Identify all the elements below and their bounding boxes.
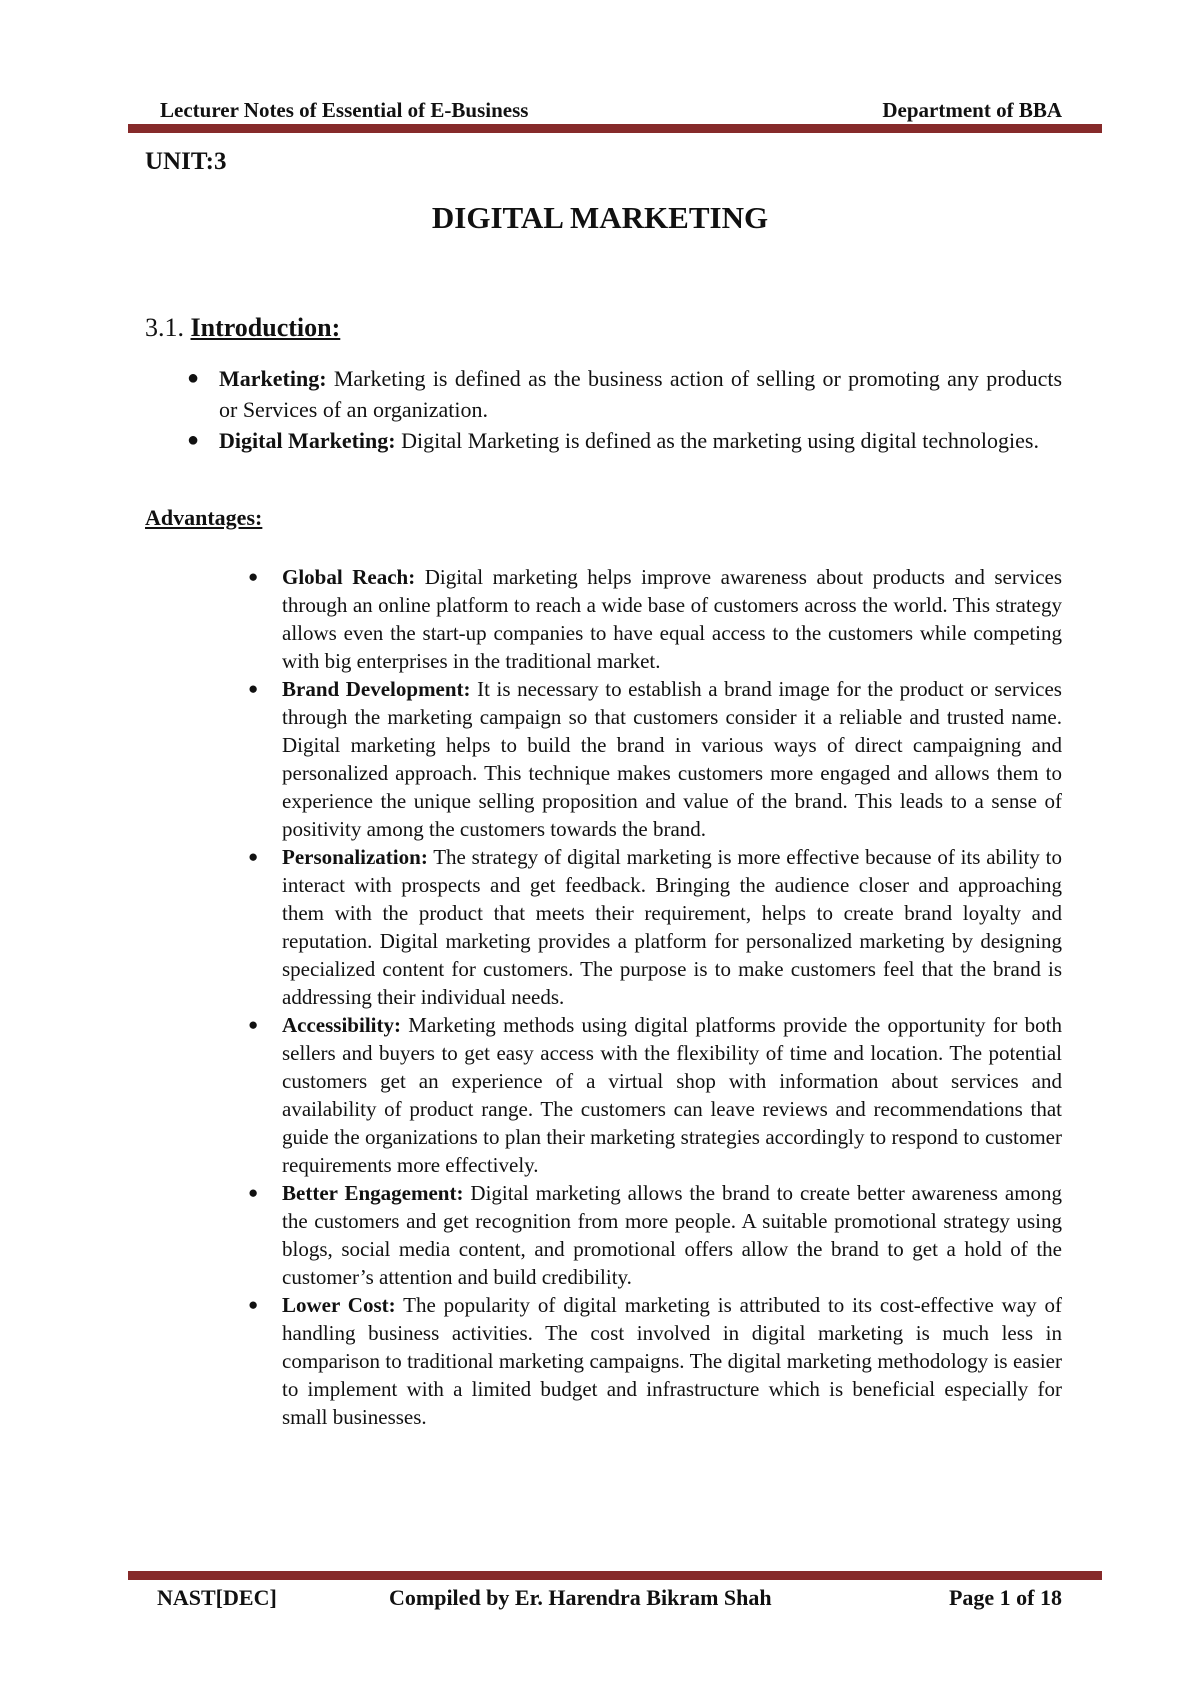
bullet-icon: ● (248, 1015, 259, 1034)
list-item-text: Digital marketing allows the brand to create better awareness among the customers and get recognition from more people. A suitable promotional strategy using blogs, social media content, and promotional offers allow the brand to get a hold of the customer’s attention and build credibility. (282, 1181, 1063, 1289)
list-item-term: Accessibility: (282, 1013, 401, 1037)
page-title: DIGITAL MARKETING (431, 200, 769, 235)
section-heading (145, 313, 340, 343)
bullet-icon: ● (187, 429, 200, 451)
list-item-text: Digital Marketing is defined as the marketing using digital technologies. (401, 428, 1039, 453)
bullet-icon: ● (248, 1183, 259, 1202)
header-course-title: Lecturer Notes of Essential of E-Business (160, 98, 529, 122)
list-item (145, 1291, 1062, 1431)
bullet-icon: ● (187, 367, 200, 389)
list-item-term: Better Engagement: (282, 1181, 464, 1205)
section-title: Introduction: (190, 313, 341, 342)
footer-page-number: Page 1 of 18 (948, 1585, 1062, 1610)
list-item-text: The strategy of digital marketing is more effective because of its ability to interact with prospects and get feedback. Bringing the audience closer and approaching them with the product that meets their requirement, helps to create brand loyalty and reputation. Digital marketing provides a platform for personalized marketing by designing specialized content for customers. The purpose is to make customers feel that the brand is addressing their individual needs. (282, 845, 1062, 1009)
footer-rule (128, 1571, 1102, 1580)
list-item-term: Digital Marketing: (219, 428, 396, 453)
unit-label: UNIT:3 (145, 148, 227, 175)
list-item-text: Marketing is defined as the business action of selling or promoting any products or Services of an organization. (219, 366, 1063, 422)
advantages-heading: Advantages: (145, 505, 263, 530)
header-rule (128, 124, 1102, 133)
list-item-term: Marketing: (219, 366, 327, 391)
list-item-term: Brand Development: (282, 677, 471, 701)
list-item (145, 425, 1062, 456)
footer-compiler: Compiled by Er. Harendra Bikram Shah (389, 1585, 772, 1610)
list-item-text: The popularity of digital marketing is attributed to its cost-effective way of handling business activities. The cost involved in digital marketing is much less in comparison to traditional marketing campaigns. The digital marketing methodology is easier to implement with a limited budget and infrastructure which is beneficial especially for small businesses. (282, 1293, 1062, 1429)
list-item-text: It is necessary to establish a brand image for the product or services through the marketing campaign so that customers consider it a reliable and trusted name. Digital marketing helps to build the brand in various ways of direct campaigning and personalized approach. This technique makes customers more engaged and allows them to experience the unique selling proposition and value of the brand. This leads to a sense of positivity among the customers towards the brand. (282, 677, 1062, 841)
list-item (145, 363, 1062, 425)
bullet-icon: ● (248, 847, 259, 866)
list-item-text: Marketing methods using digital platforms provide the opportunity for both sellers and buyers to get easy access with the flexibility of time and location. The potential customers get an experience of a virtual shop with information about services and availability of product range. The customers can leave reviews and recommendations that guide the organizations to plan their marketing strategies accordingly to respond to customer requirements more effectively. (282, 1013, 1062, 1177)
bullet-icon: ● (248, 567, 259, 586)
list-item-term: Personalization: (282, 845, 428, 869)
list-item (145, 1179, 1062, 1291)
list-item (145, 675, 1062, 843)
page-header (160, 98, 1062, 123)
footer-institution: NAST[DEC] (157, 1585, 277, 1610)
list-item-text: Digital marketing helps improve awareness about products and services through an online platform to reach a wide base of customers across the world. This strategy allows even the start-up companies to have equal access to the customers while competing with big enterprises in the traditional market. (282, 565, 1063, 673)
bullet-icon: ● (248, 679, 259, 698)
list-item (145, 843, 1062, 1011)
bullet-icon: ● (248, 1295, 259, 1314)
intro-list (145, 363, 1062, 456)
list-item (145, 563, 1062, 675)
advantages-list (145, 563, 1062, 1431)
section-number: 3.1. (145, 313, 184, 342)
header-department: Department of BBA (882, 98, 1062, 122)
list-item-term: Lower Cost: (282, 1293, 396, 1317)
list-item-term: Global Reach: (282, 565, 416, 589)
list-item (145, 1011, 1062, 1179)
